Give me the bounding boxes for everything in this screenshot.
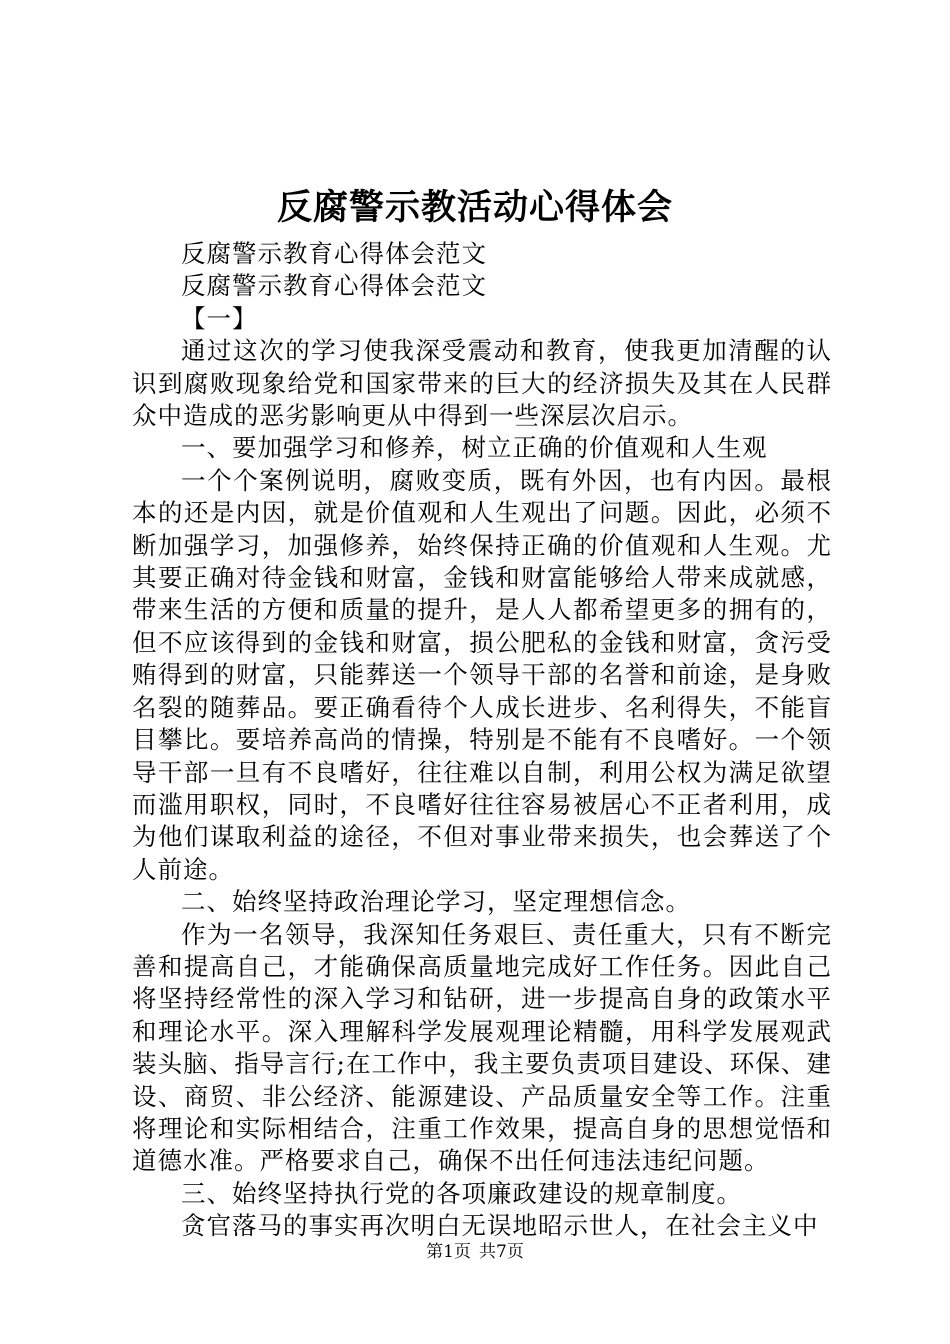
page-footer	[0, 1240, 950, 1264]
paragraph: 贪官落马的事实再次明白无误地昭示世人，在社会主义中	[181, 1211, 819, 1241]
subtitle-line: 反腐警示教育心得体会范文	[181, 239, 487, 268]
subtitle-line: 反腐警示教育心得体会范文	[181, 271, 487, 301]
section-heading: 三、始终坚持执行党的各项廉政建设的规章制度。	[181, 1178, 742, 1208]
page-total: 共7页	[479, 1242, 524, 1262]
paragraph: 一个个案例说明，腐败变质，既有外因，也有内因。最根本的还是内因，就是价值观和人生观出了问题。因此，必须不断加强学习，加强修养，始终保持正确的价值观和人生观。尤其要正确对待金钱和财富，金钱和财富能够给人带来成就感，带来生活的方便和质量的提升，是人人都希望更多的拥有的，但不应该得到的金钱和财富，损公肥私的金钱和财富，贪污受贿得到的财富，只能葬送一个领导干部的名誉和前途，是身败名裂的随葬品。要正确看待个人成长进步、名利得失，不能盲目攀比。要培养高尚的情操，特别是不能有不良嗜好。一个领导干部一旦有不良嗜好，往往难以自制，利用公权为满足欲望而滥用职权，同时，不良嗜好往往容易被居心不正者利用，成为他们谋取利益的途径，不但对事业带来损失，也会葬送了个人前途。	[132, 465, 832, 884]
section-heading: 一、要加强学习和修养，树立正确的价值观和人生观	[181, 433, 768, 463]
paragraph: 通过这次的学习使我深受震动和教育，使我更加清醒的认识到腐败现象给党和国家带来的巨大的经济损失及其在人民群众中造成的恶劣影响更从中得到一些深层次启示。	[132, 336, 832, 431]
section-heading: 二、始终坚持政治理论学习，坚定理想信念。	[181, 887, 691, 917]
page-number: 第1页	[426, 1242, 471, 1262]
section-marker: 【一】	[181, 303, 258, 333]
document-title: 反腐警示教活动心得体会	[276, 187, 673, 228]
document-body	[132, 238, 832, 1243]
paragraph: 作为一名领导，我深知任务艰巨、责任重大，只有不断完善和提高自己，才能确保高质量地完成好工作任务。因此自己将坚持经常性的深入学习和钻研，进一步提高自身的政策水平和理论水平。深入理解科学发展观理论精髓，用科学发展观武装头脑、指导言行;在工作中，我主要负责项目建设、环保、建设、商贸、非公经济、能源建设、产品质量安全等工作。注重将理论和实际相结合，注重工作效果，提高自身的思想觉悟和道德水准。严格要求自己，确保不出任何违法违纪问题。	[132, 919, 832, 1176]
